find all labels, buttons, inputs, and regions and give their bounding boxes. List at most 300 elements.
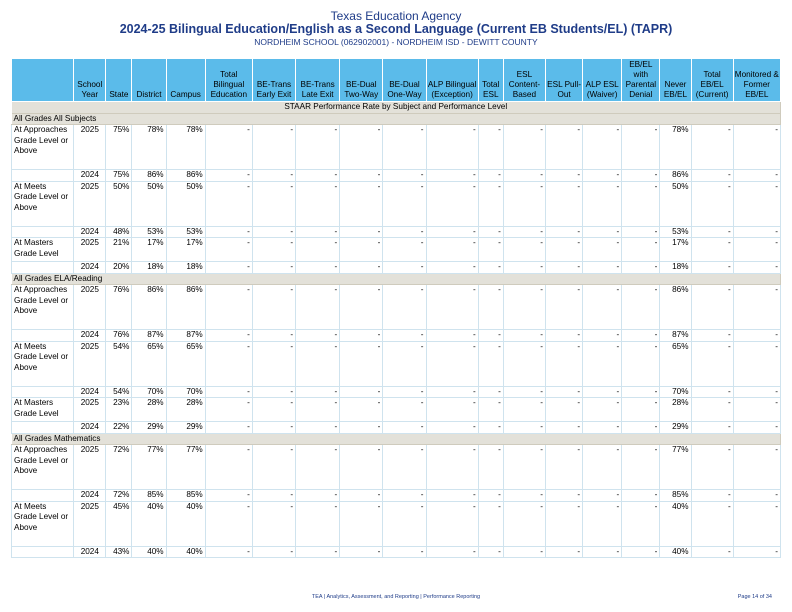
dash-value: - — [583, 398, 622, 422]
district-value: 50% — [132, 181, 166, 226]
dash-value: - — [426, 501, 478, 546]
dash-value: - — [583, 285, 622, 330]
dash-value: - — [383, 170, 426, 182]
dash-value: - — [733, 422, 780, 434]
dash-value: - — [205, 501, 252, 546]
dash-value: - — [205, 330, 252, 342]
dash-value: - — [383, 181, 426, 226]
state-value: 75% — [106, 170, 132, 182]
never-ebel-value: 29% — [660, 422, 691, 434]
dash-value: - — [296, 490, 340, 502]
dash-value: - — [478, 422, 503, 434]
dash-value: - — [252, 546, 295, 558]
dash-value: - — [545, 330, 582, 342]
dash-value: - — [503, 262, 545, 274]
dash-value: - — [205, 386, 252, 398]
dash-value: - — [622, 386, 660, 398]
agency-name: Texas Education Agency — [330, 9, 462, 23]
table-row — [12, 181, 781, 226]
dash-value: - — [478, 490, 503, 502]
dash-value: - — [426, 181, 478, 226]
table-row — [12, 170, 781, 182]
never-ebel-value: 65% — [660, 341, 691, 386]
dash-value: - — [691, 181, 733, 226]
dash-value: - — [733, 262, 780, 274]
school-year: 2025 — [74, 181, 106, 226]
table-row — [12, 490, 781, 502]
dash-value: - — [383, 330, 426, 342]
never-ebel-value: 40% — [660, 501, 691, 546]
dash-value: - — [205, 125, 252, 170]
row-label — [12, 490, 74, 502]
dash-value: - — [252, 238, 295, 262]
school-year: 2025 — [74, 398, 106, 422]
state-value: 75% — [106, 125, 132, 170]
dash-value: - — [340, 398, 383, 422]
report-subtitle: NORDHEIM SCHOOL (062902001) - NORDHEIM ISD - DEWITT COUNTY — [254, 37, 538, 47]
district-value: 87% — [132, 330, 166, 342]
dash-value: - — [252, 262, 295, 274]
district-value: 28% — [132, 398, 166, 422]
dash-value: - — [383, 262, 426, 274]
dash-value: - — [545, 170, 582, 182]
never-ebel-value: 28% — [660, 398, 691, 422]
column-header: ALP ESL (Waiver) — [583, 59, 622, 102]
table-row — [12, 125, 781, 170]
state-value: 45% — [106, 501, 132, 546]
dash-value: - — [296, 238, 340, 262]
dash-value: - — [296, 181, 340, 226]
section-label: All Grades Mathematics — [12, 433, 781, 445]
dash-value: - — [252, 181, 295, 226]
row-label: At Masters Grade Level — [12, 398, 74, 422]
dash-value: - — [383, 285, 426, 330]
school-year: 2025 — [74, 445, 106, 490]
page-number: Page 14 of 34 — [737, 594, 772, 600]
table-row — [12, 226, 781, 238]
dash-value: - — [340, 386, 383, 398]
dash-value: - — [545, 238, 582, 262]
dash-value: - — [478, 238, 503, 262]
column-header: School Year — [74, 59, 106, 102]
district-value: 53% — [132, 226, 166, 238]
dash-value: - — [733, 285, 780, 330]
campus-value: 50% — [166, 181, 205, 226]
dash-value: - — [296, 386, 340, 398]
row-label — [12, 422, 74, 434]
dash-value: - — [622, 341, 660, 386]
dash-value: - — [205, 226, 252, 238]
dash-value: - — [503, 285, 545, 330]
district-value: 40% — [132, 546, 166, 558]
dash-value: - — [478, 226, 503, 238]
column-header: Never EB/EL — [660, 59, 691, 102]
dash-value: - — [622, 501, 660, 546]
dash-value: - — [622, 238, 660, 262]
dash-value: - — [340, 546, 383, 558]
state-value: 54% — [106, 386, 132, 398]
column-header: BE-Trans Early Exit — [252, 59, 295, 102]
district-value: 86% — [132, 170, 166, 182]
dash-value: - — [622, 330, 660, 342]
state-value: 43% — [106, 546, 132, 558]
dash-value: - — [503, 226, 545, 238]
dash-value: - — [545, 546, 582, 558]
dash-value: - — [296, 285, 340, 330]
dash-value: - — [296, 398, 340, 422]
campus-value: 53% — [166, 226, 205, 238]
section-label: All Grades ELA/Reading — [12, 273, 781, 285]
district-value: 17% — [132, 238, 166, 262]
dash-value: - — [583, 125, 622, 170]
table-row — [12, 546, 781, 558]
dash-value: - — [478, 125, 503, 170]
dash-value: - — [583, 330, 622, 342]
district-value: 29% — [132, 422, 166, 434]
dash-value: - — [545, 501, 582, 546]
dash-value: - — [340, 490, 383, 502]
column-header: State — [106, 59, 132, 102]
dash-value: - — [622, 398, 660, 422]
district-value: 70% — [132, 386, 166, 398]
dash-value: - — [691, 490, 733, 502]
dash-value: - — [478, 330, 503, 342]
column-header: BE-Trans Late Exit — [296, 59, 340, 102]
dash-value: - — [252, 490, 295, 502]
dash-value: - — [503, 398, 545, 422]
section-row — [12, 433, 781, 445]
state-value: 76% — [106, 285, 132, 330]
dash-value: - — [296, 546, 340, 558]
dash-value: - — [733, 170, 780, 182]
band-row — [12, 102, 781, 114]
row-label — [12, 262, 74, 274]
never-ebel-value: 18% — [660, 262, 691, 274]
section-label: All Grades All Subjects — [12, 113, 781, 125]
dash-value: - — [426, 226, 478, 238]
campus-value: 85% — [166, 490, 205, 502]
school-year: 2025 — [74, 238, 106, 262]
school-year: 2025 — [74, 285, 106, 330]
table-row — [12, 262, 781, 274]
column-header: ESL Content-Based — [503, 59, 545, 102]
dash-value: - — [733, 341, 780, 386]
section-row — [12, 273, 781, 285]
column-header-row — [12, 59, 781, 102]
column-header: Monitored & Former EB/EL — [733, 59, 780, 102]
dash-value: - — [205, 285, 252, 330]
dash-value: - — [340, 181, 383, 226]
dash-value: - — [622, 546, 660, 558]
never-ebel-value: 53% — [660, 226, 691, 238]
dash-value: - — [426, 125, 478, 170]
dash-value: - — [205, 422, 252, 434]
row-label: At Approaches Grade Level or Above — [12, 125, 74, 170]
dash-value: - — [205, 181, 252, 226]
dash-value: - — [296, 262, 340, 274]
dash-value: - — [503, 170, 545, 182]
dash-value: - — [426, 546, 478, 558]
dash-value: - — [503, 386, 545, 398]
table-row — [12, 238, 781, 262]
school-year: 2024 — [74, 262, 106, 274]
table-row — [12, 501, 781, 546]
dash-value: - — [503, 490, 545, 502]
dash-value: - — [691, 386, 733, 398]
dash-value: - — [622, 125, 660, 170]
dash-value: - — [691, 226, 733, 238]
dash-value: - — [691, 546, 733, 558]
school-year: 2025 — [74, 125, 106, 170]
dash-value: - — [545, 285, 582, 330]
district-value: 40% — [132, 501, 166, 546]
dash-value: - — [503, 238, 545, 262]
dash-value: - — [383, 490, 426, 502]
row-label: At Meets Grade Level or Above — [12, 341, 74, 386]
dash-value: - — [252, 386, 295, 398]
dash-value: - — [383, 238, 426, 262]
campus-value: 86% — [166, 170, 205, 182]
dash-value: - — [583, 422, 622, 434]
dash-value: - — [426, 422, 478, 434]
performance-table — [11, 58, 781, 558]
dash-value: - — [691, 330, 733, 342]
dash-value: - — [340, 170, 383, 182]
column-header: Total Bilingual Education — [205, 59, 252, 102]
state-value: 48% — [106, 226, 132, 238]
dash-value: - — [691, 422, 733, 434]
district-value: 86% — [132, 285, 166, 330]
dash-value: - — [340, 125, 383, 170]
dash-value: - — [733, 330, 780, 342]
dash-value: - — [545, 226, 582, 238]
never-ebel-value: 40% — [660, 546, 691, 558]
campus-value: 78% — [166, 125, 205, 170]
dash-value: - — [252, 501, 295, 546]
dash-value: - — [503, 445, 545, 490]
row-label: At Masters Grade Level — [12, 238, 74, 262]
dash-value: - — [205, 398, 252, 422]
dash-value: - — [340, 341, 383, 386]
dash-value: - — [252, 398, 295, 422]
dash-value: - — [545, 262, 582, 274]
table-row — [12, 285, 781, 330]
column-header: EB/EL with Parental Denial — [622, 59, 660, 102]
never-ebel-value: 78% — [660, 125, 691, 170]
dash-value: - — [622, 422, 660, 434]
dash-value: - — [296, 125, 340, 170]
campus-value: 70% — [166, 386, 205, 398]
dash-value: - — [545, 422, 582, 434]
campus-value: 40% — [166, 501, 205, 546]
never-ebel-value: 77% — [660, 445, 691, 490]
campus-value: 40% — [166, 546, 205, 558]
district-value: 65% — [132, 341, 166, 386]
dash-value: - — [545, 398, 582, 422]
never-ebel-value: 87% — [660, 330, 691, 342]
dash-value: - — [622, 170, 660, 182]
dash-value: - — [583, 170, 622, 182]
dash-value: - — [252, 285, 295, 330]
dash-value: - — [426, 262, 478, 274]
dash-value: - — [478, 341, 503, 386]
report-title: 2024-25 Bilingual Education/English as a Second Language (Current EB Students/EL) (TAPR) — [119, 22, 673, 36]
dash-value: - — [426, 170, 478, 182]
dash-value: - — [478, 398, 503, 422]
campus-value: 29% — [166, 422, 205, 434]
dash-value: - — [583, 262, 622, 274]
dash-value: - — [426, 490, 478, 502]
campus-value: 86% — [166, 285, 205, 330]
never-ebel-value: 86% — [660, 285, 691, 330]
dash-value: - — [691, 125, 733, 170]
dash-value: - — [205, 445, 252, 490]
campus-value: 18% — [166, 262, 205, 274]
never-ebel-value: 70% — [660, 386, 691, 398]
dash-value: - — [296, 341, 340, 386]
row-label: At Approaches Grade Level or Above — [12, 285, 74, 330]
never-ebel-value: 86% — [660, 170, 691, 182]
footer-text: TEA | Analytics, Assessment, and Reporting | Performance Reporting — [311, 594, 481, 600]
state-value: 21% — [106, 238, 132, 262]
state-value: 76% — [106, 330, 132, 342]
dash-value: - — [205, 238, 252, 262]
dash-value: - — [296, 170, 340, 182]
campus-value: 28% — [166, 398, 205, 422]
row-label: At Approaches Grade Level or Above — [12, 445, 74, 490]
row-label: At Meets Grade Level or Above — [12, 181, 74, 226]
row-label — [12, 226, 74, 238]
dash-value: - — [503, 546, 545, 558]
never-ebel-value: 17% — [660, 238, 691, 262]
table-row — [12, 386, 781, 398]
dash-value: - — [383, 445, 426, 490]
dash-value: - — [622, 226, 660, 238]
dash-value: - — [691, 398, 733, 422]
dash-value: - — [622, 490, 660, 502]
dash-value: - — [545, 341, 582, 386]
dash-value: - — [583, 341, 622, 386]
campus-value: 65% — [166, 341, 205, 386]
dash-value: - — [478, 386, 503, 398]
dash-value: - — [383, 422, 426, 434]
dash-value: - — [733, 386, 780, 398]
dash-value: - — [733, 226, 780, 238]
dash-value: - — [622, 285, 660, 330]
table-row — [12, 341, 781, 386]
band-label: STAAR Performance Rate by Subject and Performance Level — [12, 102, 781, 114]
column-header: Total EB/EL (Current) — [691, 59, 733, 102]
row-label — [12, 330, 74, 342]
dash-value: - — [583, 226, 622, 238]
dash-value: - — [252, 422, 295, 434]
dash-value: - — [340, 330, 383, 342]
campus-value: 17% — [166, 238, 205, 262]
dash-value: - — [252, 341, 295, 386]
dash-value: - — [340, 445, 383, 490]
row-label: At Meets Grade Level or Above — [12, 501, 74, 546]
dash-value: - — [503, 125, 545, 170]
school-year: 2024 — [74, 546, 106, 558]
dash-value: - — [340, 262, 383, 274]
dash-value: - — [478, 181, 503, 226]
dash-value: - — [691, 445, 733, 490]
dash-value: - — [503, 422, 545, 434]
dash-value: - — [296, 330, 340, 342]
dash-value: - — [733, 238, 780, 262]
dash-value: - — [383, 386, 426, 398]
dash-value: - — [545, 490, 582, 502]
dash-value: - — [478, 170, 503, 182]
dash-value: - — [252, 125, 295, 170]
dash-value: - — [252, 445, 295, 490]
column-header: BE-Dual Two-Way — [340, 59, 383, 102]
school-year: 2024 — [74, 170, 106, 182]
dash-value: - — [733, 490, 780, 502]
school-year: 2024 — [74, 422, 106, 434]
campus-value: 87% — [166, 330, 205, 342]
dash-value: - — [691, 262, 733, 274]
dash-value: - — [340, 285, 383, 330]
dash-value: - — [503, 330, 545, 342]
dash-value: - — [583, 501, 622, 546]
dash-value: - — [691, 501, 733, 546]
dash-value: - — [252, 330, 295, 342]
section-row — [12, 113, 781, 125]
district-value: 78% — [132, 125, 166, 170]
dash-value: - — [340, 238, 383, 262]
district-value: 85% — [132, 490, 166, 502]
dash-value: - — [296, 445, 340, 490]
row-label — [12, 170, 74, 182]
dash-value: - — [583, 238, 622, 262]
state-value: 22% — [106, 422, 132, 434]
dash-value: - — [478, 501, 503, 546]
column-header: Total ESL — [478, 59, 503, 102]
school-year: 2024 — [74, 330, 106, 342]
dash-value: - — [583, 181, 622, 226]
dash-value: - — [733, 445, 780, 490]
state-value: 23% — [106, 398, 132, 422]
dash-value: - — [545, 386, 582, 398]
never-ebel-value: 50% — [660, 181, 691, 226]
dash-value: - — [340, 501, 383, 546]
dash-value: - — [205, 170, 252, 182]
dash-value: - — [478, 445, 503, 490]
district-value: 18% — [132, 262, 166, 274]
dash-value: - — [426, 341, 478, 386]
table-row — [12, 445, 781, 490]
campus-value: 77% — [166, 445, 205, 490]
column-header: District — [132, 59, 166, 102]
dash-value: - — [545, 445, 582, 490]
state-value: 54% — [106, 341, 132, 386]
dash-value: - — [478, 546, 503, 558]
dash-value: - — [205, 490, 252, 502]
dash-value: - — [733, 125, 780, 170]
school-year: 2024 — [74, 386, 106, 398]
state-value: 50% — [106, 181, 132, 226]
column-header: ALP Bilingual (Exception) — [426, 59, 478, 102]
dash-value: - — [503, 181, 545, 226]
dash-value: - — [383, 125, 426, 170]
dash-value: - — [622, 262, 660, 274]
dash-value: - — [583, 386, 622, 398]
school-year: 2024 — [74, 226, 106, 238]
column-header: Campus — [166, 59, 205, 102]
dash-value: - — [503, 341, 545, 386]
dash-value: - — [296, 226, 340, 238]
